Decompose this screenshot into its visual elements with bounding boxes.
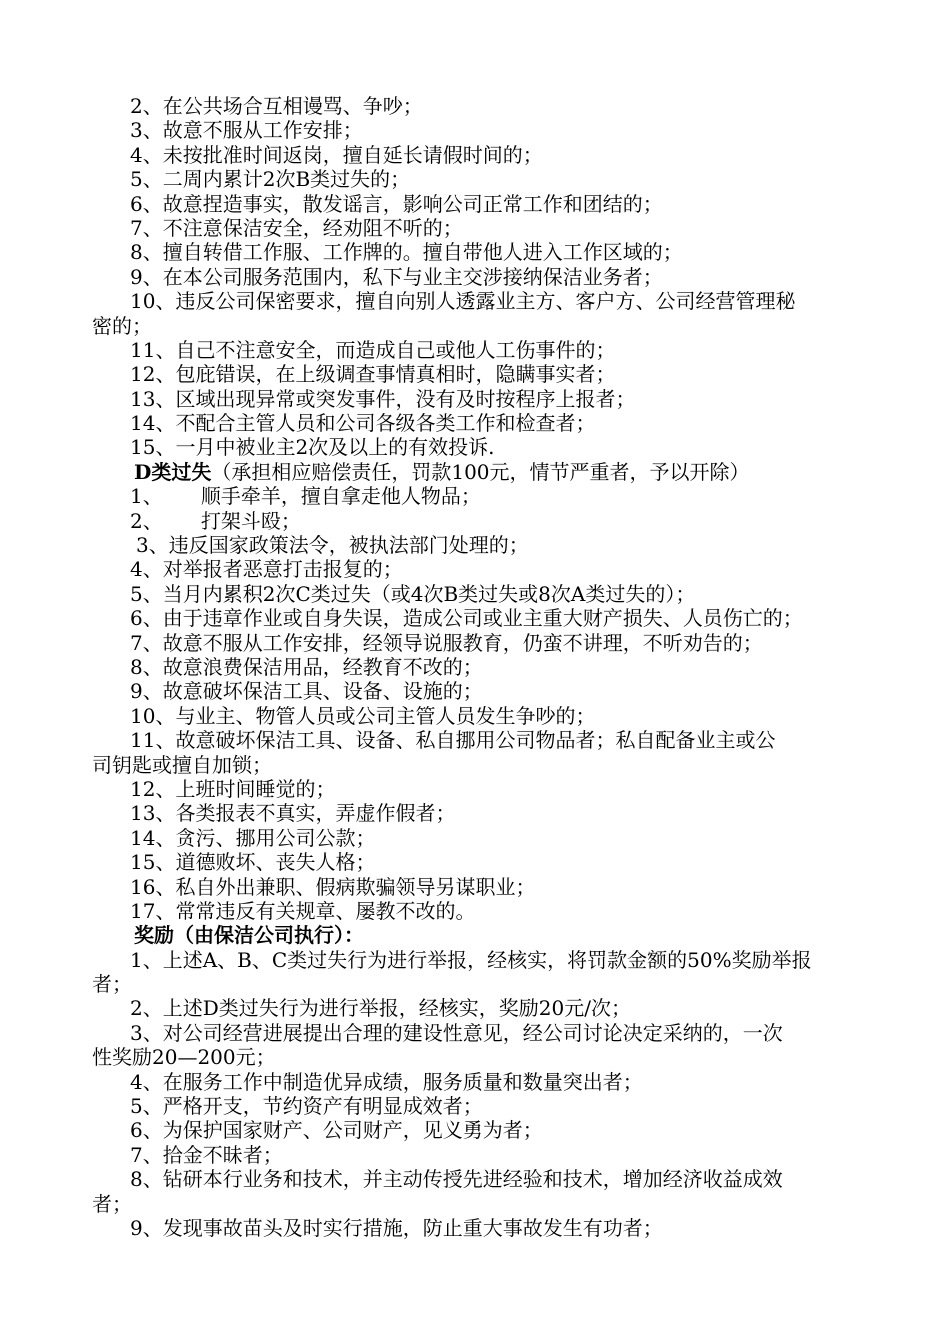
d-class-title: D类过失 <box>134 459 212 484</box>
c-item-11: 11、自己不注意安全，而造成自己或他人工伤事件的； <box>130 337 616 362</box>
d-class-heading <box>92 460 862 484</box>
reward-item-9: 9、发现事故苗头及时实行措施，防止重大事故发生有功者； <box>130 1215 663 1240</box>
d-item-13: 13、各类报表不真实，弄虚作假者； <box>130 801 456 826</box>
d-item-5: 5、当月内累积2次C类过失（或4次B类过失或8次A类过失的）； <box>130 581 696 606</box>
c-item-8: 8、擅自转借工作服、工作牌的。擅自带他人进入工作区域的； <box>130 240 683 265</box>
c-item-10: 10、违反公司保密要求，擅自向别人透露业主方、客户方、公司经营管理秘 <box>130 289 796 314</box>
c-item-15: 15、一月中被业主2次及以上的有效投诉. <box>130 435 495 460</box>
d-item-10: 10、与业主、物管人员或公司主管人员发生争吵的； <box>130 703 596 728</box>
d-item-16: 16、私自外出兼职、假病欺骗领导另谋职业； <box>130 874 536 899</box>
c-item-10-cont: 密的； <box>92 313 152 338</box>
c-item-6: 6、故意捏造事实，散发谣言，影响公司正常工作和团结的； <box>130 191 663 216</box>
d-item-11: 11、故意破坏保洁工具、设备、私自挪用公司物品者；私自配备业主或公 <box>130 728 776 753</box>
d-item-9: 9、故意破坏保洁工具、设备、设施的； <box>130 679 483 704</box>
reward-item-3: 3、对公司经营进展提出合理的建设性意见，经公司讨论决定采纳的，一次 <box>130 1020 783 1045</box>
d-item-1: 1、 顺手牵羊，擅自拿走他人物品； <box>130 484 481 509</box>
c-item-7: 7、不注意保洁安全，经劝阻不听的； <box>130 215 463 240</box>
reward-item-8: 8、钻研本行业务和技术，并主动传授先进经验和技术，增加经济收益成效 <box>130 1167 783 1192</box>
reward-item-7: 7、拾金不昧者； <box>130 1142 283 1167</box>
d-item-15: 15、道德败坏、丧失人格； <box>130 850 376 875</box>
d-class-note: （承担相应赔偿责任，罚款100元，情节严重者，予以开除） <box>211 459 750 484</box>
reward-item-8-cont: 者； <box>92 1191 132 1216</box>
reward-item-4: 4、在服务工作中制造优异成绩，服务质量和数量突出者； <box>130 1069 643 1094</box>
d-item-4: 4、对举报者恶意打击报复的； <box>130 557 403 582</box>
d-item-14: 14、贪污、挪用公司公款； <box>130 825 376 850</box>
d-item-7: 7、故意不服从工作安排，经领导说服教育，仍蛮不讲理，不听劝告的； <box>130 630 763 655</box>
d-item-12: 12、上班时间睡觉的； <box>130 776 336 801</box>
c-item-5: 5、二周内累计2次B类过失的； <box>130 167 411 192</box>
c-item-2: 2、在公共场合互相谩骂、争吵； <box>130 94 423 118</box>
reward-item-6: 6、为保护国家财产、公司财产，见义勇为者； <box>130 1118 543 1143</box>
d-item-2: 2、 打架斗殴； <box>130 508 301 533</box>
reward-item-1: 1、上述A、B、C类过失行为进行举报，经核实，将罚款金额的50%奖励举报 <box>130 947 812 972</box>
reward-item-1-cont: 者； <box>92 972 132 997</box>
c-item-12: 12、包庇错误，在上级调查事情真相时，隐瞒事实者； <box>130 362 616 387</box>
c-item-4: 4、未按批准时间返岗，擅自延长请假时间的； <box>130 142 543 167</box>
d-item-17: 17、常常违反有关规章、屡教不改的。 <box>130 898 476 923</box>
c-item-14: 14、不配合主管人员和公司各级各类工作和检查者； <box>130 411 596 436</box>
reward-item-2: 2、上述D类过失行为进行举报，经核实，奖励20元/次； <box>130 996 631 1021</box>
c-item-13: 13、区域出现异常或突发事件，没有及时按程序上报者； <box>130 386 636 411</box>
document-body <box>92 94 862 1240</box>
d-item-11-cont: 司钥匙或擅自加锁； <box>92 752 272 777</box>
rewards-heading: 奖励（由保洁公司执行）： <box>134 923 364 948</box>
d-item-3: 3、违反国家政策法令，被执法部门处理的； <box>136 533 529 558</box>
d-item-6: 6、由于违章作业或自身失误，造成公司或业主重大财产损失、人员伤亡的； <box>130 606 803 631</box>
d-item-8: 8、故意浪费保洁用品，经教育不改的； <box>130 654 483 679</box>
c-item-3: 3、故意不服从工作安排； <box>130 118 363 143</box>
reward-item-5: 5、严格开支，节约资产有明显成效者； <box>130 1094 483 1119</box>
c-item-9: 9、在本公司服务范围内，私下与业主交涉接纳保洁业务者； <box>130 264 663 289</box>
reward-item-3-cont: 性奖励20—200元； <box>92 1045 276 1070</box>
